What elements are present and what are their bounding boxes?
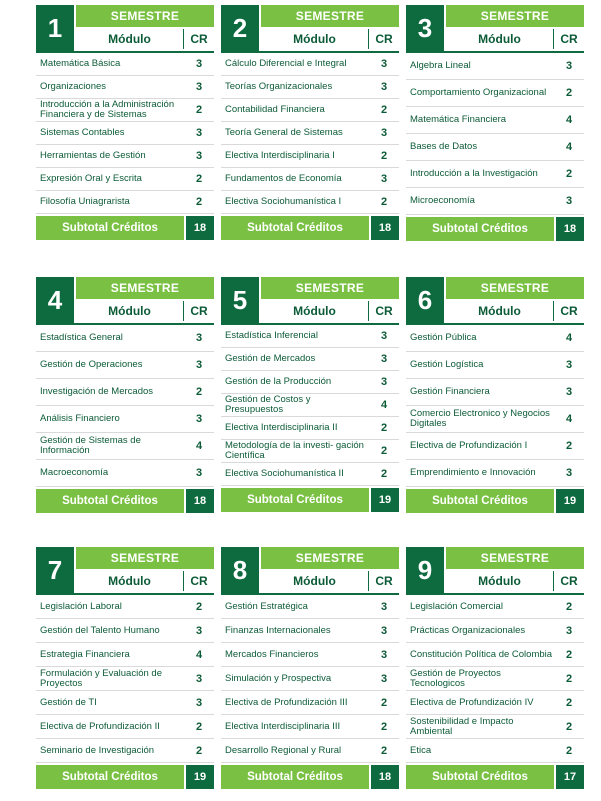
module-credits: 3 (195, 413, 203, 425)
module-credits: 2 (380, 744, 388, 757)
semester-number: 6 (406, 277, 444, 323)
module-credits: 3 (195, 150, 203, 162)
column-header (76, 301, 214, 321)
module-credits: 2 (565, 696, 573, 709)
module-credits: 3 (195, 672, 203, 685)
module-credits: 4 (565, 141, 573, 153)
semester-header (406, 547, 584, 593)
module-name: Matemática Básica (40, 58, 121, 69)
module-name: Gestión de Mercados (225, 353, 316, 364)
module-name: Gestión Estratégica (225, 600, 308, 612)
module-name: Sostenibilidad e Impacto Ambiental (410, 715, 514, 737)
subtotal-label: Subtotal Créditos (221, 216, 369, 240)
module-column-label: Módulo (293, 574, 336, 588)
module-column-label: Módulo (108, 304, 151, 318)
semester-label: SEMESTRE (446, 277, 584, 299)
module-credits: 4 (195, 648, 203, 661)
module-name: Etica (410, 744, 432, 756)
module-row (36, 739, 214, 763)
module-row (406, 80, 584, 107)
module-row (406, 53, 584, 80)
module-credits: 3 (565, 359, 573, 371)
module-name: Legislación Comercial (410, 600, 503, 612)
module-name: Formulación y Evaluación de Proyectos (40, 667, 162, 689)
module-credits: 2 (195, 386, 203, 398)
module-name: Comercio Electronico y Negocios Digitales (410, 408, 550, 429)
semester-label: SEMESTRE (261, 5, 399, 27)
subtotal-label: Subtotal Créditos (406, 217, 554, 241)
semester-label: SEMESTRE (76, 277, 214, 299)
module-credits: 3 (565, 467, 573, 479)
module-row (221, 76, 399, 99)
semester-card-7 (36, 547, 214, 789)
module-credits: 2 (380, 104, 388, 116)
credits-column-label: CR (553, 301, 584, 321)
module-row (221, 643, 399, 667)
module-row (221, 53, 399, 76)
module-credits: 3 (195, 332, 203, 344)
module-name: Emprendimiento e Innovación (410, 467, 536, 478)
module-name: Fundamentos de Economía (225, 173, 342, 184)
module-credits: 3 (195, 127, 203, 139)
semester-number: 9 (406, 547, 444, 593)
module-name: Matemática Financiera (410, 114, 507, 125)
semester-number: 5 (221, 277, 259, 323)
credits-column-label: CR (368, 301, 399, 321)
module-name: Electiva Interdisciplinaria I (225, 150, 335, 161)
semester-card-3 (406, 5, 584, 241)
module-name: Microeconomía (410, 195, 475, 206)
subtotal-label: Subtotal Créditos (221, 765, 369, 789)
module-credits: 3 (565, 624, 573, 637)
module-credits: 4 (565, 332, 573, 344)
module-credits: 3 (380, 330, 388, 342)
module-credits: 3 (565, 60, 573, 72)
subtotal-label: Subtotal Créditos (406, 489, 554, 513)
module-name: Gestión Financiera (410, 386, 490, 397)
module-row (406, 379, 584, 406)
module-name: Expresión Oral y Escrita (40, 173, 142, 184)
module-credits: 3 (380, 58, 388, 70)
module-name: Metodología de la investi- gación Científica (225, 440, 364, 461)
module-row (36, 715, 214, 739)
credits-column-label: CR (553, 29, 584, 49)
module-name: Gestión de Operaciones (40, 359, 143, 370)
module-credits: 3 (195, 696, 203, 709)
semester-label: SEMESTRE (261, 277, 399, 299)
module-name: Electiva de Profundización I (410, 440, 528, 451)
module-name: Contabilidad Financiera (225, 104, 325, 115)
module-row (406, 352, 584, 379)
module-column-label: Módulo (478, 32, 521, 46)
module-row (36, 191, 214, 214)
module-column-label: Módulo (293, 304, 336, 318)
module-column-label: Módulo (108, 32, 151, 46)
module-list (221, 595, 399, 763)
module-credits: 2 (195, 104, 203, 116)
module-row (36, 619, 214, 643)
semester-card-8 (221, 547, 399, 789)
module-row (221, 191, 399, 214)
module-credits: 3 (380, 600, 388, 613)
column-header (446, 571, 584, 591)
subtotal-bar (406, 217, 584, 241)
module-row (221, 417, 399, 440)
module-name: Teorías Organizacionales (225, 81, 333, 92)
subtotal-bar (221, 216, 399, 240)
module-name: Constitución Política de Colombia (410, 648, 553, 660)
module-column-label: Módulo (478, 574, 521, 588)
module-name: Investigación de Mercados (40, 386, 154, 397)
module-name: Bases de Datos (410, 141, 478, 152)
semester-header (36, 547, 214, 593)
module-credits: 2 (565, 744, 573, 757)
module-row (36, 122, 214, 145)
semester-number: 3 (406, 5, 444, 51)
credits-column-label: CR (553, 571, 584, 591)
module-name: Estadística General (40, 332, 123, 343)
module-row (36, 53, 214, 76)
module-row (36, 406, 214, 433)
module-credits: 3 (195, 467, 203, 479)
module-name: Electiva Interdisciplinaria III (225, 720, 341, 732)
module-name: Electiva Sociohumanística II (225, 468, 344, 479)
module-list (221, 53, 399, 214)
module-row (406, 715, 584, 739)
module-row (221, 122, 399, 145)
module-list (36, 325, 214, 487)
module-credits: 3 (380, 624, 388, 637)
module-column-label: Módulo (478, 304, 521, 318)
module-credits: 3 (195, 58, 203, 70)
module-name: Electiva Interdisciplinaria II (225, 422, 338, 433)
module-name: Gestión Logística (410, 359, 484, 370)
module-row (406, 107, 584, 134)
module-row (406, 595, 584, 619)
module-row (221, 348, 399, 371)
module-credits: 3 (380, 173, 388, 185)
semester-label: SEMESTRE (446, 547, 584, 569)
module-credits: 2 (565, 720, 573, 733)
semester-card-1 (36, 5, 214, 240)
module-row (406, 188, 584, 215)
subtotal-bar (36, 489, 214, 513)
semester-card-4 (36, 277, 214, 513)
module-name: Mercados Financieros (225, 648, 319, 660)
module-row (406, 739, 584, 763)
module-row (406, 667, 584, 691)
semester-header (221, 277, 399, 323)
module-name: Seminario de Investigación (40, 744, 155, 756)
module-credits: 4 (195, 440, 203, 452)
module-row (406, 691, 584, 715)
semester-card-9 (406, 547, 584, 789)
module-row (36, 145, 214, 168)
module-row (221, 145, 399, 168)
module-row (221, 168, 399, 191)
semester-header (221, 5, 399, 51)
subtotal-value: 18 (186, 489, 214, 513)
column-header (446, 29, 584, 49)
module-name: Electiva Sociohumanística I (225, 196, 342, 207)
column-header (76, 571, 214, 591)
module-credits: 2 (565, 648, 573, 661)
module-row (36, 691, 214, 715)
module-credits: 2 (380, 720, 388, 733)
column-header (76, 29, 214, 49)
module-credits: 2 (380, 150, 388, 162)
module-row (406, 406, 584, 433)
module-credits: 2 (380, 196, 388, 208)
subtotal-value: 18 (556, 217, 584, 241)
credits-column-label: CR (183, 301, 214, 321)
module-name: Teoría General de Sistemas (225, 127, 343, 138)
subtotal-label: Subtotal Créditos (36, 489, 184, 513)
module-name: Gestión de Proyectos Tecnologicos (410, 667, 501, 689)
subtotal-bar (221, 765, 399, 789)
module-name: Algebra Lineal (410, 60, 471, 71)
column-header (261, 29, 399, 49)
subtotal-bar (221, 488, 399, 512)
subtotal-bar (406, 489, 584, 513)
subtotal-bar (406, 765, 584, 789)
module-name: Filosofía Uniagrarista (40, 196, 130, 207)
column-header (446, 301, 584, 321)
module-row (221, 325, 399, 348)
module-credits: 3 (195, 624, 203, 637)
module-row (221, 691, 399, 715)
module-credits: 3 (195, 359, 203, 371)
module-row (36, 325, 214, 352)
module-name: Finanzas Internacionales (225, 624, 331, 636)
module-credits: 3 (380, 648, 388, 661)
module-row (221, 371, 399, 394)
subtotal-label: Subtotal Créditos (36, 765, 184, 789)
module-credits: 3 (565, 195, 573, 207)
module-credits: 2 (380, 468, 388, 480)
module-row (36, 595, 214, 619)
module-credits: 2 (195, 720, 203, 733)
module-credits: 2 (380, 696, 388, 709)
module-credits: 4 (380, 399, 388, 411)
module-row (406, 460, 584, 487)
subtotal-value: 18 (371, 216, 399, 240)
module-list (406, 53, 584, 215)
module-column-label: Módulo (108, 574, 151, 588)
semester-header (406, 5, 584, 51)
semester-label: SEMESTRE (76, 5, 214, 27)
semester-number: 2 (221, 5, 259, 51)
module-name: Gestión de Costos y Presupuestos (225, 394, 311, 415)
subtotal-value: 19 (556, 489, 584, 513)
semester-card-6 (406, 277, 584, 513)
module-name: Herramientas de Gestión (40, 150, 146, 161)
module-name: Gestión Pública (410, 332, 477, 343)
semester-header (406, 277, 584, 323)
subtotal-bar (36, 765, 214, 789)
module-credits: 2 (195, 196, 203, 208)
module-name: Análisis Financiero (40, 413, 120, 424)
module-credits: 2 (380, 422, 388, 434)
module-name: Estrategia Financiera (40, 648, 130, 660)
module-name: Gestión de TI (40, 696, 97, 708)
module-row (221, 667, 399, 691)
module-name: Legislación Laboral (40, 600, 122, 612)
module-row (406, 643, 584, 667)
semester-header (36, 5, 214, 51)
module-row (406, 433, 584, 460)
column-header (261, 571, 399, 591)
module-credits: 3 (380, 127, 388, 139)
module-name: Macroeconomía (40, 467, 109, 478)
module-row (406, 134, 584, 161)
module-name: Cálculo Diferencial e Integral (225, 58, 347, 69)
module-credits: 3 (380, 376, 388, 388)
credits-column-label: CR (368, 571, 399, 591)
module-column-label: Módulo (293, 32, 336, 46)
semester-card-5 (221, 277, 399, 512)
credits-column-label: CR (368, 29, 399, 49)
semester-label: SEMESTRE (76, 547, 214, 569)
subtotal-value: 19 (371, 488, 399, 512)
subtotal-value: 17 (556, 765, 584, 789)
module-list (406, 595, 584, 763)
module-name: Sistemas Contables (40, 127, 125, 138)
module-credits: 4 (565, 114, 573, 126)
module-row (36, 433, 214, 460)
module-credits: 3 (565, 386, 573, 398)
subtotal-value: 18 (371, 765, 399, 789)
module-name: Desarrollo Regional y Rural (225, 744, 342, 756)
module-row (36, 168, 214, 191)
module-credits: 4 (565, 413, 573, 425)
module-list (36, 53, 214, 214)
module-credits: 2 (565, 168, 573, 180)
module-credits: 2 (565, 600, 573, 613)
subtotal-value: 19 (186, 765, 214, 789)
module-row (221, 595, 399, 619)
module-name: Gestión de la Producción (225, 376, 332, 387)
module-row (221, 739, 399, 763)
module-credits: 2 (195, 600, 203, 613)
module-row (221, 463, 399, 486)
semester-number: 7 (36, 547, 74, 593)
module-row (221, 440, 399, 463)
subtotal-label: Subtotal Créditos (406, 765, 554, 789)
semester-header (221, 547, 399, 593)
module-name: Prácticas Organizacionales (410, 624, 526, 636)
module-row (36, 460, 214, 487)
module-list (36, 595, 214, 763)
module-row (36, 379, 214, 406)
module-name: Organizaciones (40, 81, 107, 92)
module-credits: 3 (380, 81, 388, 93)
semester-card-2 (221, 5, 399, 240)
subtotal-label: Subtotal Créditos (36, 216, 184, 240)
module-list (406, 325, 584, 487)
semester-label: SEMESTRE (261, 547, 399, 569)
credits-column-label: CR (183, 571, 214, 591)
semester-number: 1 (36, 5, 74, 51)
module-row (36, 76, 214, 99)
module-row (221, 715, 399, 739)
module-row (406, 619, 584, 643)
module-row (36, 667, 214, 691)
credits-column-label: CR (183, 29, 214, 49)
module-credits: 2 (195, 744, 203, 757)
module-credits: 3 (380, 672, 388, 685)
module-name: Electiva de Profundización IV (410, 696, 534, 708)
module-name: Electiva de Profundización III (225, 696, 348, 708)
module-row (36, 99, 214, 122)
column-header (261, 301, 399, 321)
module-name: Gestión de Sistemas de Información (40, 435, 141, 456)
module-name: Gestión del Talento Humano (40, 624, 160, 636)
module-row (221, 99, 399, 122)
module-name: Introducción a la Administración Financiera y de Sistemas (40, 99, 175, 120)
module-credits: 2 (195, 173, 203, 185)
module-name: Simulación y Prospectiva (225, 672, 332, 684)
module-name: Estadística Inferencial (225, 330, 318, 341)
module-credits: 2 (565, 440, 573, 452)
semester-number: 4 (36, 277, 74, 323)
module-name: Introducción a la Investigación (410, 168, 538, 179)
subtotal-value: 18 (186, 216, 214, 240)
module-row (406, 161, 584, 188)
module-credits: 3 (195, 81, 203, 93)
module-row (221, 619, 399, 643)
semester-number: 8 (221, 547, 259, 593)
subtotal-bar (36, 216, 214, 240)
module-row (36, 352, 214, 379)
module-list (221, 325, 399, 486)
module-row (221, 394, 399, 417)
module-credits: 2 (380, 445, 388, 457)
module-credits: 2 (565, 672, 573, 685)
module-name: Comportamiento Organizacional (410, 87, 547, 98)
module-credits: 3 (380, 353, 388, 365)
module-name: Electiva de Profundización II (40, 720, 160, 732)
subtotal-label: Subtotal Créditos (221, 488, 369, 512)
module-row (36, 643, 214, 667)
module-row (406, 325, 584, 352)
semester-header (36, 277, 214, 323)
module-credits: 2 (565, 87, 573, 99)
semester-label: SEMESTRE (446, 5, 584, 27)
